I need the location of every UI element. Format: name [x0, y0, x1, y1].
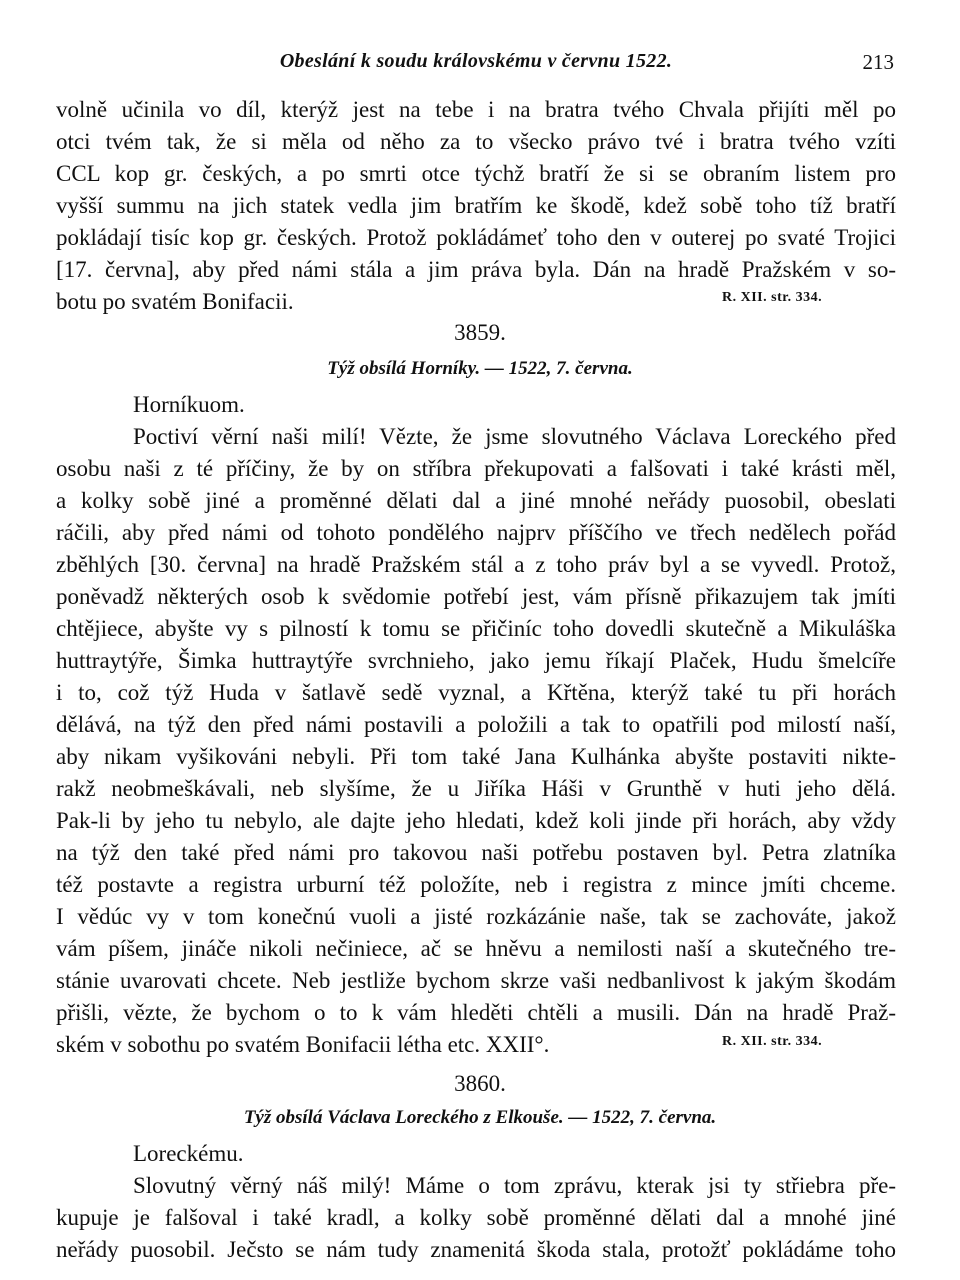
- page-header: [56, 50, 896, 80]
- text-line: botu po svatém Bonifacii.: [56, 289, 294, 314]
- text-line: huttraytýře, Šimka huttraytýře svrchnieho, jako jemu říkají Plaček, Hudu šmelcíře: [56, 648, 896, 673]
- text-line: vyšší summu na jich statek vedla jim bratřím ke škodě, kdež sobě toho tíž bratří: [56, 193, 896, 218]
- text-line: aby nikam vyšikováni nebyli. Při tom také Jana Kulhánka abyšte postaviti nikte-: [56, 744, 896, 769]
- document-number: 3860.: [454, 1071, 506, 1096]
- text-line: kupuje je falšoval i také kradl, a kolky sobě proměnné dělati dal a mnohé jiné: [56, 1205, 896, 1230]
- salutation: Horníkuom.: [133, 392, 245, 417]
- text-line: dělává, na týž den před námi postavili a položili a tak to opatřili pod milostí naší,: [56, 712, 896, 737]
- salutation: Loreckému.: [133, 1141, 244, 1166]
- text-line: neřády puosobil. Ječsto se nám tudy znamenitá škoda stala, protožť pokládáme toho: [56, 1237, 896, 1262]
- text-line: přišli, vězte, že bychom o to k vám hleděti chtěli a musili. Dán na hradě Praž-: [56, 1000, 896, 1025]
- text-line: pokládají tisíc kop gr. českých. Protož pokládámeť toho den v outerej po svaté Trojici: [56, 225, 896, 250]
- text-line: [17. června], aby před námi stála a jim práva byla. Dán na hradě Pražském v so-: [56, 257, 896, 282]
- text-line: ském v sobothu po svatém Bonifacii létha etc. XXII°.: [56, 1032, 550, 1057]
- text-line: poněvadž některých osob k svědomie potřebí jest, vám přísně přikazujem tak jmíti: [56, 584, 896, 609]
- text-line: volně učinila vo díl, kterýž jest na tebe i na bratra tvého Chvala přijíti měl po: [56, 97, 896, 122]
- running-title: Obeslání k soudu královskému v červnu 1522.: [279, 50, 673, 72]
- text-line: rakž neobmeškávali, neb slyšíme, že u Jiříka Háši v Grunthě v huti jeho dělá.: [56, 776, 896, 801]
- page-number: 213: [862, 50, 894, 74]
- source-reference: R. XII. str. 334.: [722, 290, 823, 305]
- text-line: osobu naši z té příčiny, že by on stříbra překupovati a falšovati i také krásti měl,: [56, 456, 896, 481]
- text-line: na týž den také před námi pro takovou naši potřebu postaven byl. Petra zlatníka: [56, 840, 896, 865]
- text-line: i to, což týž Huda v šatlavě sedě vyznal, a Křtěna, kterýž také tu při horách: [56, 680, 896, 705]
- text-line: otci tvém tak, že si měla od něho za to všecko právo tvé i bratra tvého vzíti: [56, 129, 896, 154]
- text-line: CCL kop gr. českých, a po smrti otce týchž bratří že si se obraním listem pro: [56, 161, 896, 186]
- text-line: vám píšem, jináče nikoli nečiniece, ač se hněvu a nemilosti naší a skutečného tre-: [56, 936, 896, 961]
- text-line: Slovutný věrný náš milý! Máme o tom zprávu, kterak jsi ty střiebra pře-: [133, 1173, 896, 1198]
- text-line: chtějiece, abyšte vy s pilností k tomu se přičiníc toho dovedli skutečně a Mikuláška: [56, 616, 896, 641]
- text-line: ráčili, aby před námi od tohoto pondělého najprv příščího ve třech nedělech pořád: [56, 520, 896, 545]
- text-line: Pak-li by jeho tu nebylo, ale dajte jeho hledati, kdež koli jinde při horách, aby vždy: [56, 808, 896, 833]
- text-line: Poctiví věrní naši milí! Vězte, že jsme slovutného Václava Loreckého před: [133, 424, 896, 449]
- document-number: 3859.: [454, 320, 506, 345]
- text-line: a kolky sobě jiné a proměnné dělati dal a jiné mnohé neřády puosobil, obeslati: [56, 488, 896, 513]
- document-heading: Týž obsílá Václava Loreckého z Elkouše. — 1522, 7. června.: [243, 1107, 717, 1128]
- text-line: zběhlých [30. června] na hradě Pražském stál a z toho práv byl a se vyvedl. Protož,: [56, 552, 896, 577]
- text-line: též postavte a registra urburní též položíte, neb i registra z mince jmíti chceme.: [56, 872, 896, 897]
- document-heading: Týž obsílá Horníky. — 1522, 7. června.: [327, 358, 633, 379]
- source-reference: R. XII. str. 334.: [722, 1034, 823, 1049]
- text-line: I vědúc vy v tom konečnú vuoli a jisté rozkázánie naše, tak se zachováte, jakož: [56, 904, 896, 929]
- text-line: stánie uvarovati chcete. Neb jestliže bychom skrze vaši nedbanlivost k jakým škodám: [56, 968, 896, 993]
